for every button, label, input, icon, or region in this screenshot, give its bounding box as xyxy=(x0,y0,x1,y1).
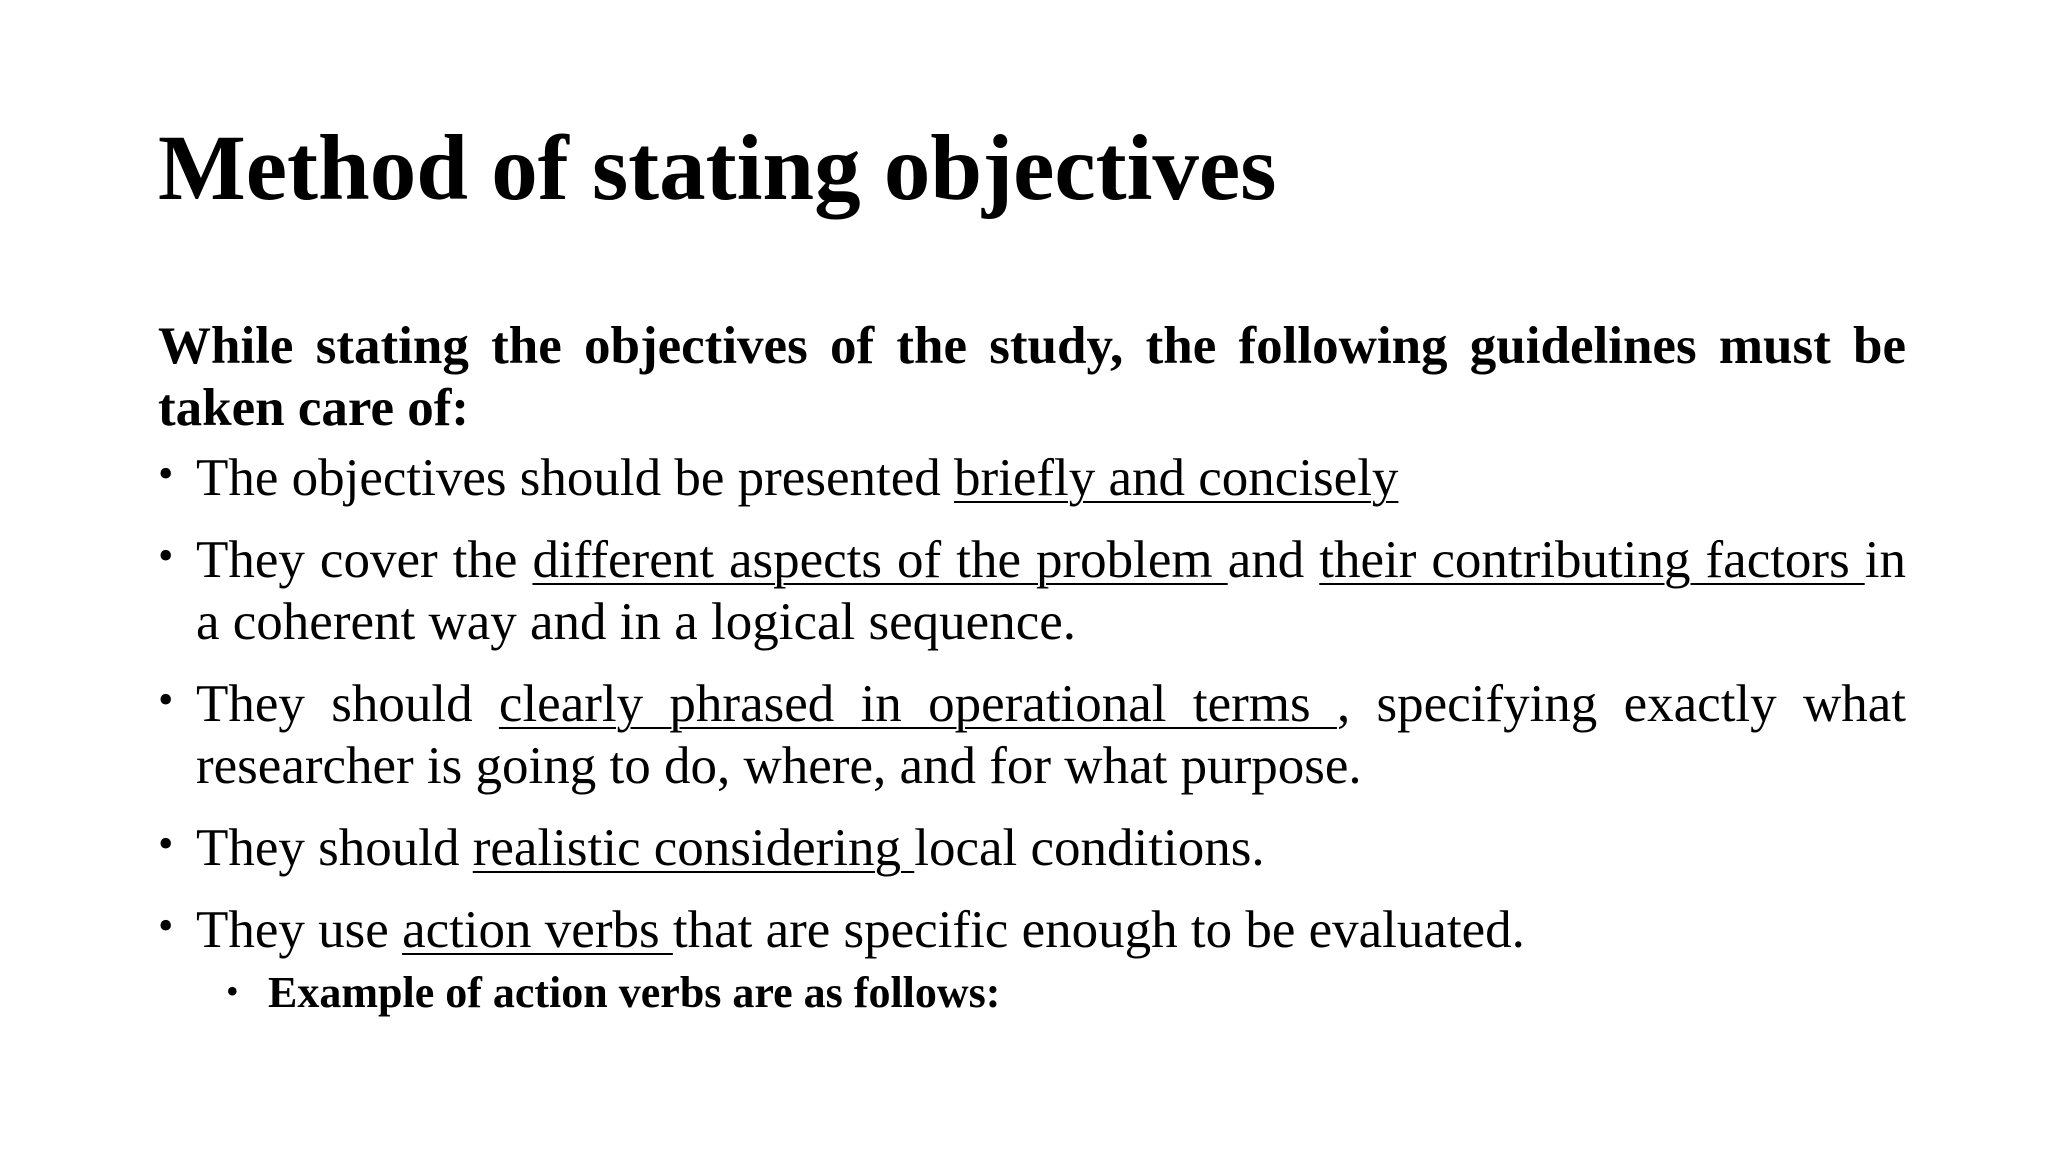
list-item xyxy=(158,817,1906,879)
underlined-phrase: clearly phrased in operational terms xyxy=(498,675,1337,733)
point-text: , specifying exactly what researcher is going to do, where, and for what purpose. xyxy=(196,675,1906,795)
point-text: The objectives should be presented xyxy=(196,449,954,507)
bullet-icon: • xyxy=(158,449,174,498)
point-text: They should xyxy=(196,675,499,733)
point-text: They use xyxy=(196,901,403,959)
point-text: They should xyxy=(196,819,473,877)
list-item xyxy=(158,899,1906,961)
underlined-phrase: their contributing factors xyxy=(1319,531,1865,589)
intro-text: While stating the objectives of the study, the following guidelines must be taken care of: xyxy=(158,317,1906,437)
point-text: local conditions. xyxy=(914,819,1265,877)
bullet-icon: • xyxy=(158,675,174,724)
sub-list-item xyxy=(158,965,1906,1021)
point-text: They cover the xyxy=(196,531,533,589)
list-item xyxy=(158,673,1906,797)
point-text: and xyxy=(1227,531,1320,589)
list-item xyxy=(158,447,1906,509)
bullet-icon: • xyxy=(226,971,239,1011)
point-text: in a coherent way and in a logical sequence. xyxy=(196,531,1906,651)
bullet-icon: • xyxy=(158,901,174,950)
slide-body xyxy=(158,315,1906,1021)
underlined-phrase: briefly and concisely xyxy=(953,449,1399,507)
bullet-icon: • xyxy=(158,819,174,868)
underlined-phrase: action verbs xyxy=(402,901,673,959)
sub-point-text: Example of action verbs are as follows: xyxy=(268,968,1001,1017)
guideline-list xyxy=(158,447,1906,961)
underlined-phrase: realistic considering xyxy=(472,819,915,877)
list-item xyxy=(158,529,1906,653)
slide-title: Method of stating objectives xyxy=(158,117,1277,220)
point-text: that are specific enough to be evaluated. xyxy=(672,901,1525,959)
underlined-phrase: different aspects of the problem xyxy=(532,531,1228,589)
bullet-icon: • xyxy=(158,531,174,580)
